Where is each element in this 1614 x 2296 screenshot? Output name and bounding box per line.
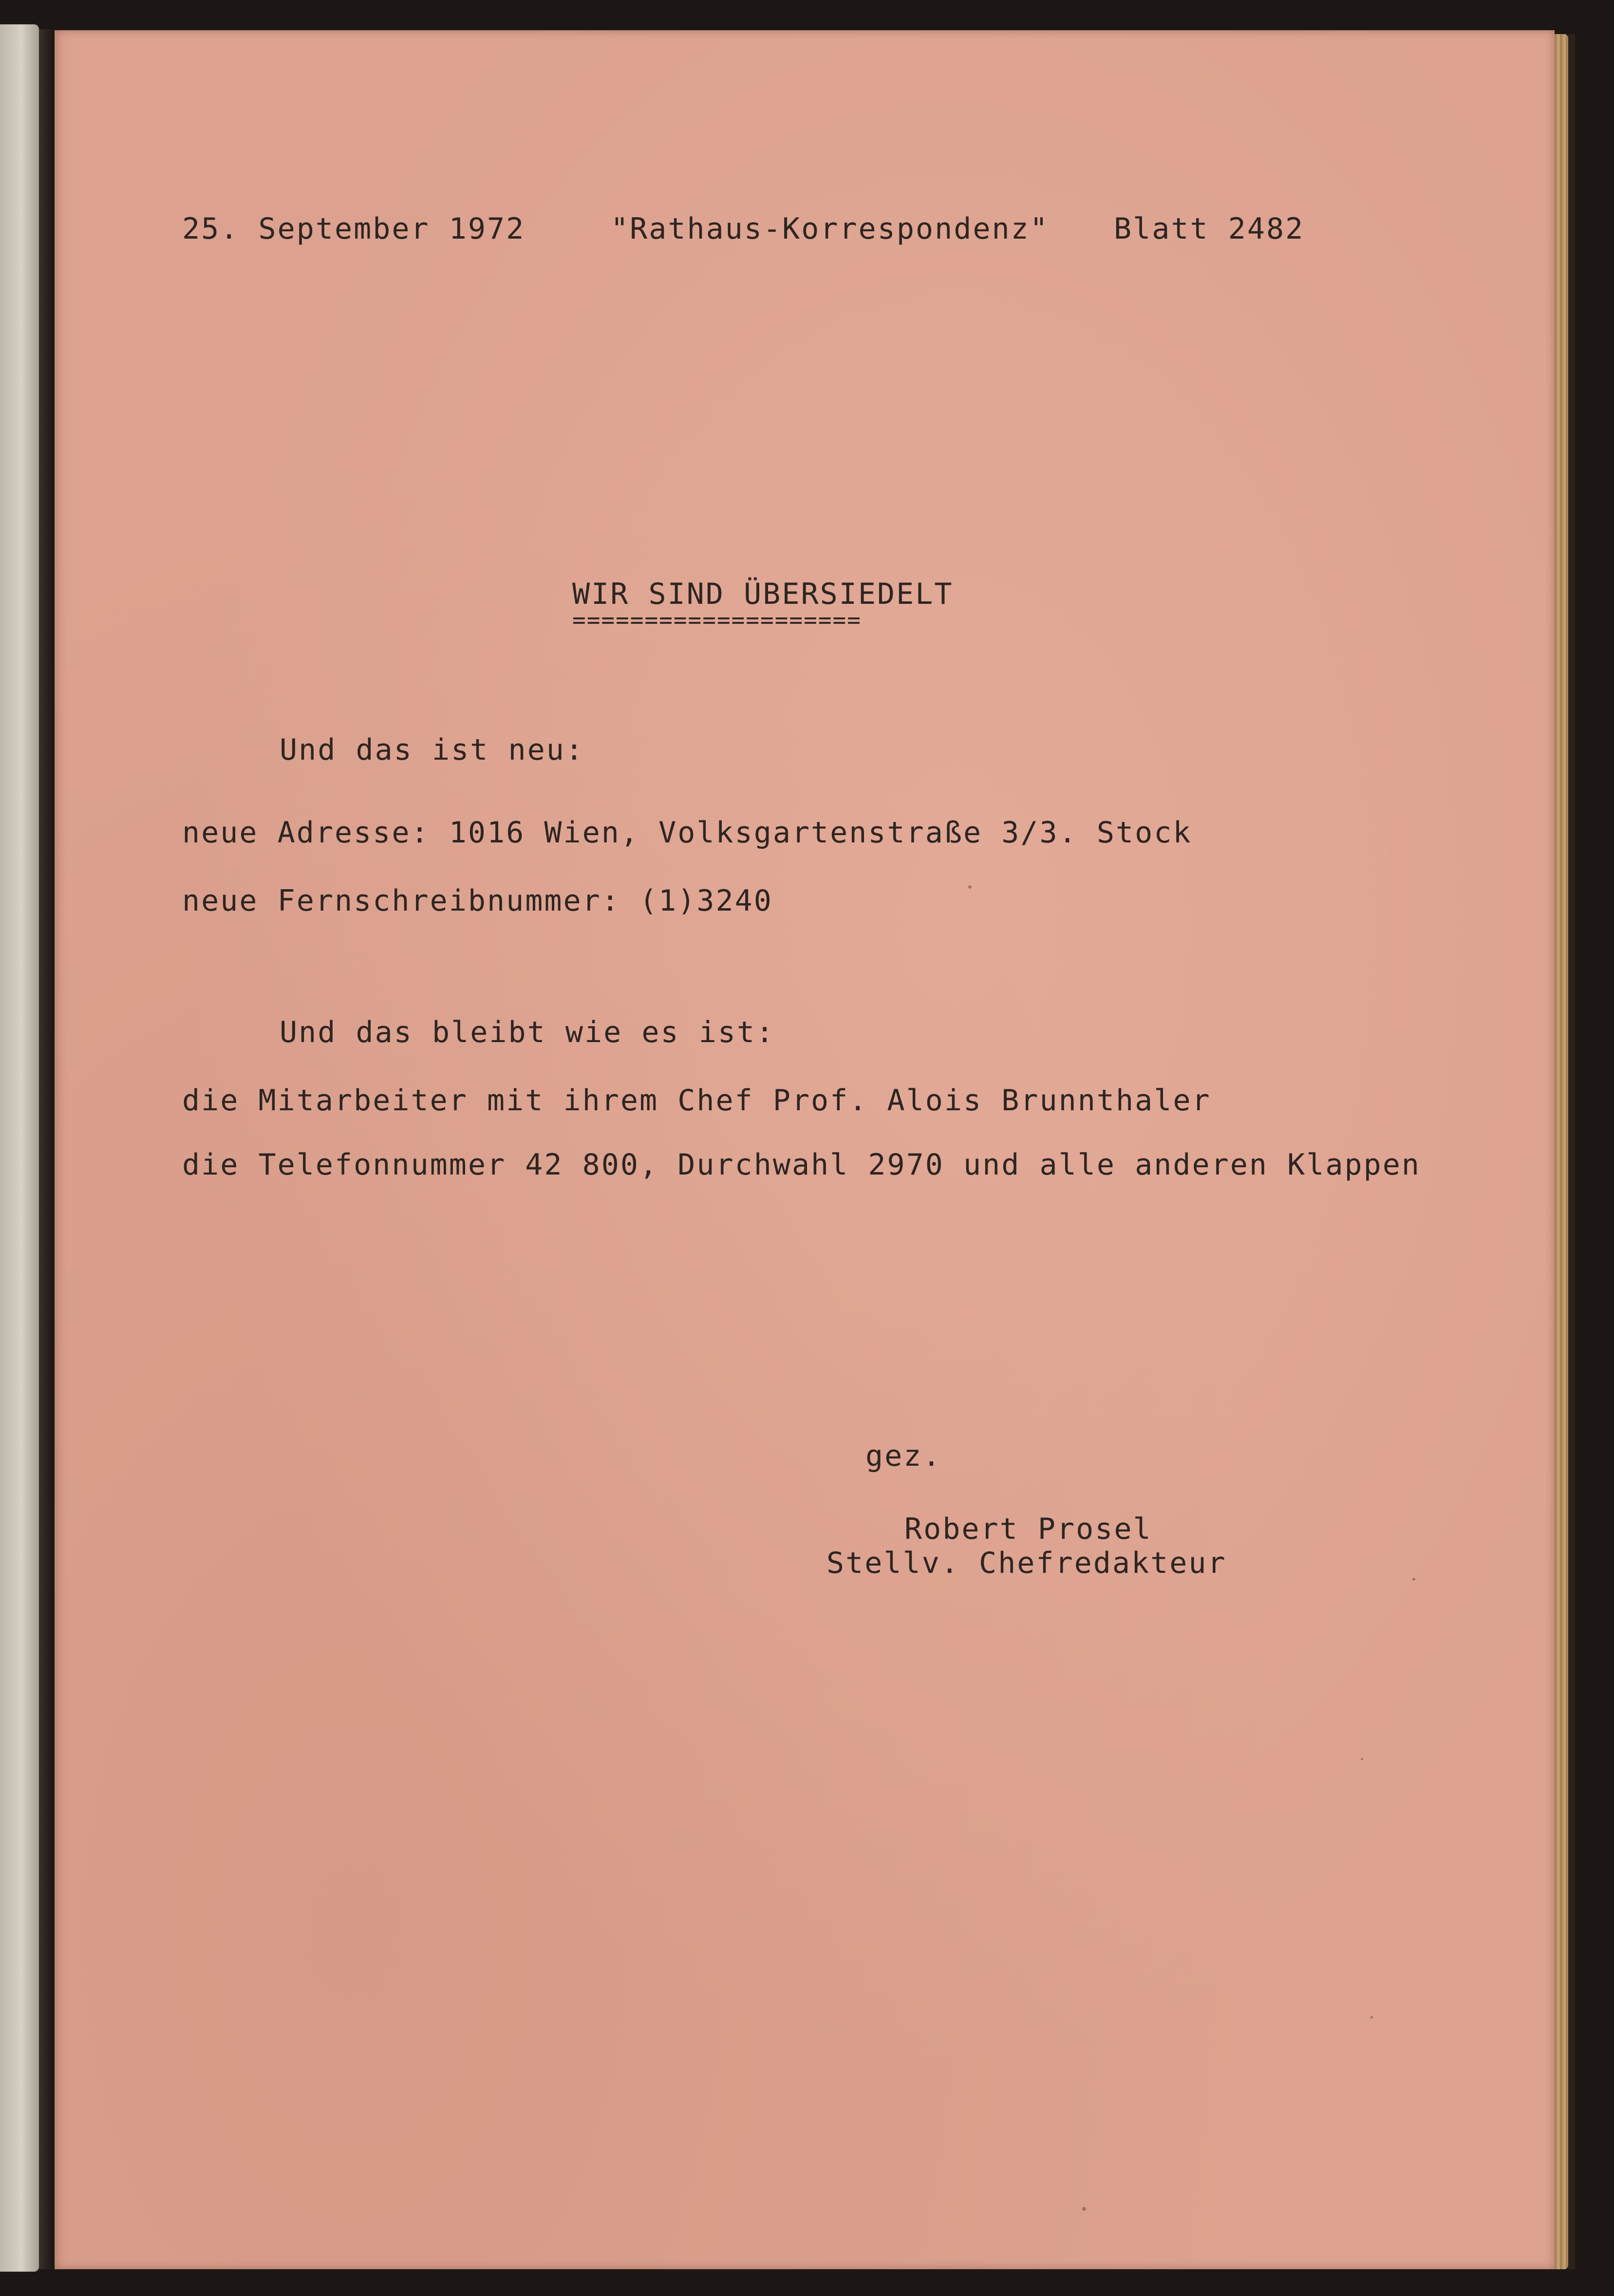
phone-line: die Telefonnummer 42 800, Durchwahl 2970 und alle anderen Klappen — [182, 1148, 1421, 1182]
signature-name: Robert Prosel — [904, 1512, 1152, 1546]
paper-speck — [1412, 1578, 1415, 1581]
section-new-lead: Und das ist neu: — [280, 733, 584, 767]
document-page — [55, 30, 1555, 2269]
title-underline: ==================== — [572, 607, 862, 633]
staff-line: die Mitarbeiter mit ihrem Chef Prof. Alois Brunnthaler — [182, 1083, 1211, 1118]
header-publication: "Rathaus-Korrespondenz" — [611, 212, 1049, 246]
section-same-lead: Und das bleibt wie es ist: — [280, 1015, 775, 1049]
header-sheet-number: Blatt 2482 — [1114, 212, 1305, 246]
right-spine — [1568, 34, 1575, 2269]
binding-shadow — [39, 29, 54, 2269]
paper-speck — [1370, 2016, 1373, 2018]
paper-speck — [1082, 2207, 1086, 2211]
paper-speck — [968, 885, 972, 889]
signature-role: Stellv. Chefredakteur — [826, 1546, 1227, 1580]
header-date: 25. September 1972 — [182, 212, 525, 246]
paper-speck — [1361, 1758, 1363, 1760]
signature-prefix: gez. — [865, 1439, 942, 1473]
document-title: WIR SIND ÜBERSIEDELT — [572, 577, 954, 611]
left-page-edge — [0, 24, 39, 2272]
new-address-line: neue Adresse: 1016 Wien, Volksgartenstraße 3/3. Stock — [182, 816, 1192, 850]
new-telex-line: neue Fernschreibnummer: (1)3240 — [182, 884, 773, 918]
